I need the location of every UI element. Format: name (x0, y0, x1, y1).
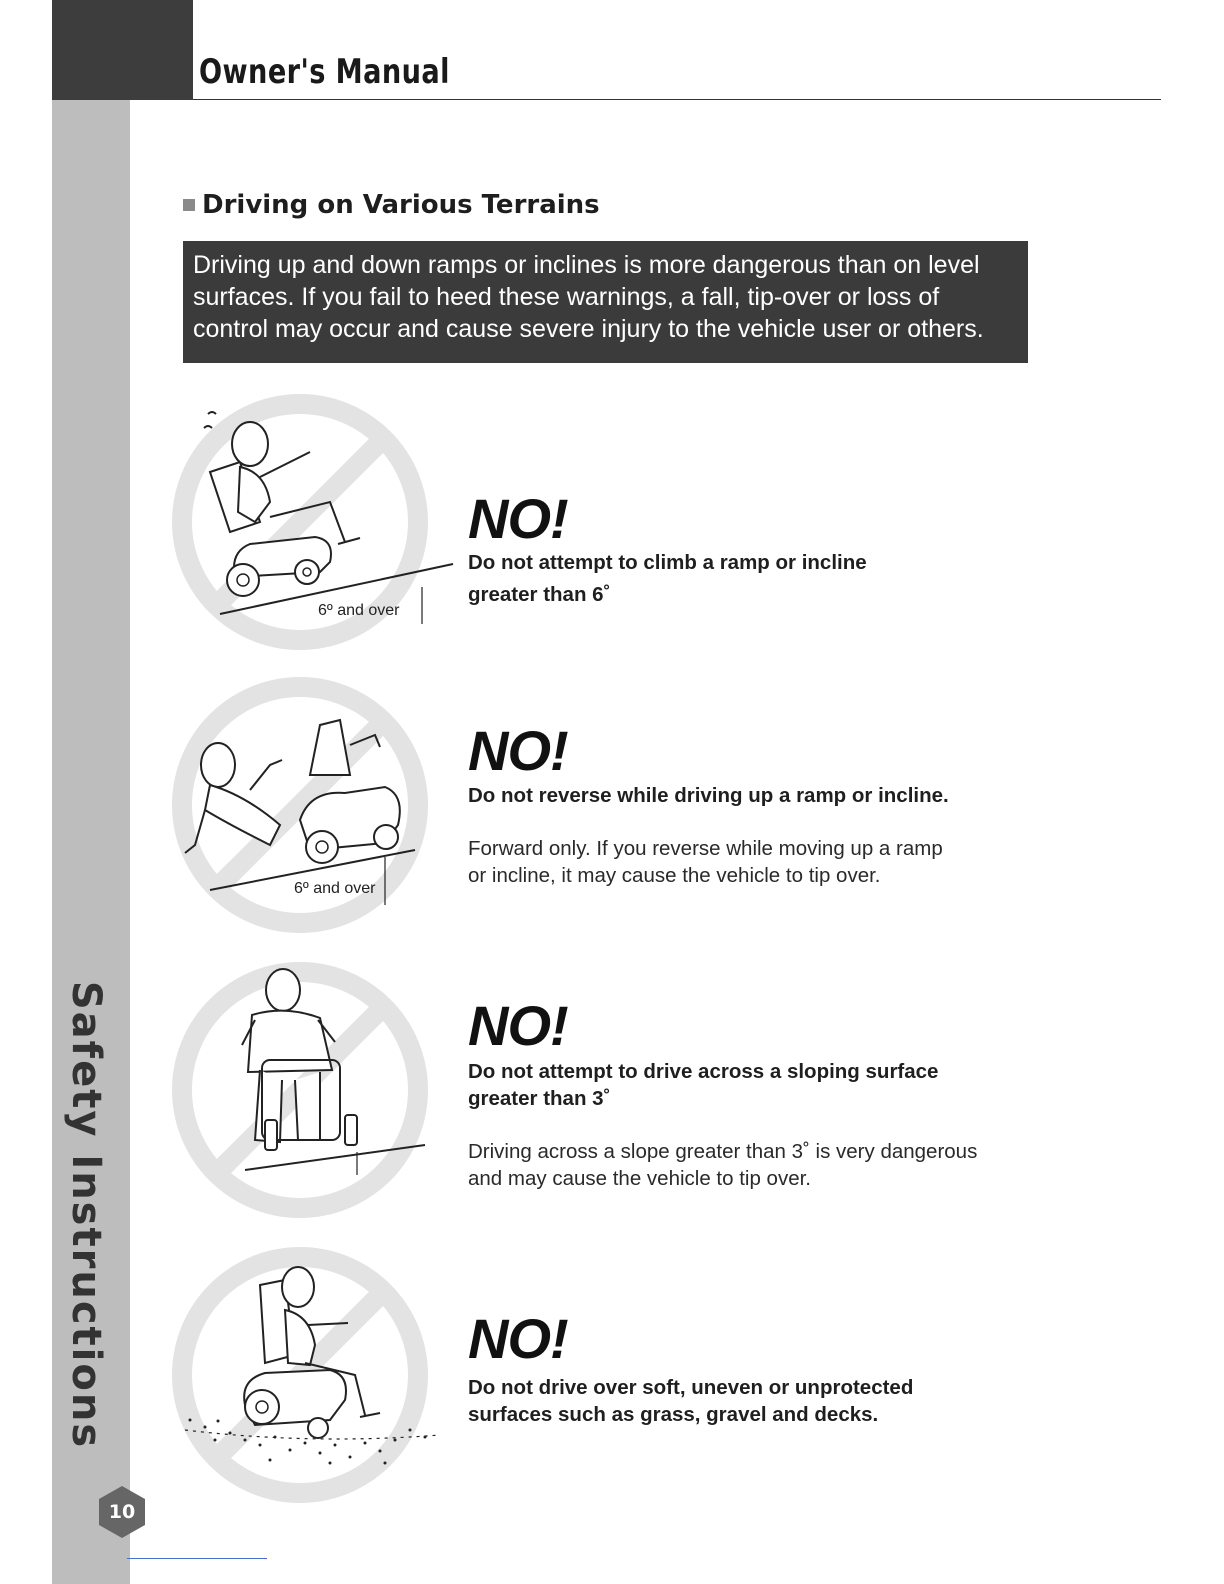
rule-text: surfaces such as grass, gravel and decks. (468, 1403, 879, 1426)
rule-text: Do not attempt to climb a ramp or incline (468, 551, 867, 574)
bottom-link-line (127, 1558, 267, 1559)
side-label: Safety Instructions (63, 980, 109, 1450)
no-heading: NO! (468, 719, 568, 782)
angle-label: 6º and over (294, 880, 376, 897)
rule-text: greater than 6˚ (468, 583, 611, 606)
rule-body-text: or incline, it may cause the vehicle to tip over. (468, 864, 881, 887)
no-heading: NO! (468, 1307, 568, 1370)
rule-body-text: Forward only. If you reverse while moving up a ramp (468, 837, 943, 860)
bullet-square-icon (183, 199, 195, 211)
warning-box (183, 241, 1028, 363)
header-rule (193, 99, 1161, 100)
rule-text: Do not attempt to drive across a sloping surface (468, 1060, 939, 1083)
uneven-surface-illustration (170, 1245, 460, 1510)
section-title (183, 190, 600, 220)
no-heading: NO! (468, 487, 568, 550)
header-title: Owner's Manual (199, 52, 450, 92)
rule-body-text: Driving across a slope greater than 3˚ is very dangerous (468, 1140, 978, 1163)
warning-line: Driving up and down ramps or inclines is more dangerous than on level (193, 251, 980, 279)
header-dark-block (52, 0, 193, 100)
rule-text: Do not drive over soft, uneven or unprotected (468, 1376, 914, 1399)
steep-ramp-illustration (170, 392, 460, 657)
page-number-badge (96, 1486, 148, 1538)
angle-label: 6º and over (318, 602, 400, 619)
rule-body-text: and may cause the vehicle to tip over. (468, 1167, 812, 1190)
reverse-ramp-illustration (170, 675, 460, 940)
no-heading: NO! (468, 994, 568, 1057)
rule-text: Do not reverse while driving up a ramp or incline. (468, 784, 949, 807)
warning-line: surfaces. If you fail to heed these warnings, a fall, tip-over or loss of (193, 283, 940, 311)
cross-slope-illustration (170, 960, 460, 1225)
warning-line: control may occur and cause severe injury to the vehicle user or others. (193, 315, 984, 343)
page-number: 10 (108, 1501, 136, 1523)
section-title-text: Driving on Various Terrains (202, 190, 600, 220)
rule-text: greater than 3˚ (468, 1087, 611, 1110)
